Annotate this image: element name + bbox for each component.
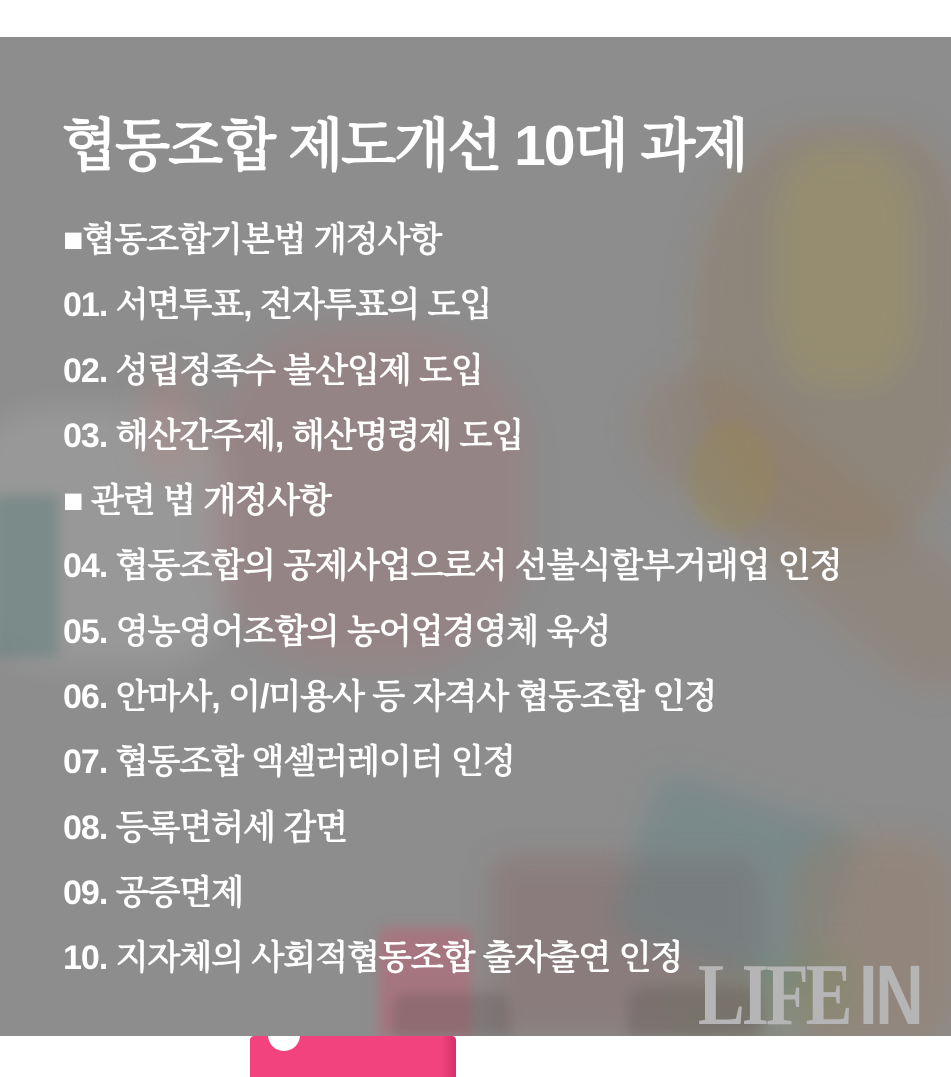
pink-puzzle-piece — [250, 1036, 456, 1077]
task-item-04: 04. 협동조합의 공제사업으로서 선불식할부거래업 인정 — [63, 547, 842, 586]
task-item-08: 08. 등록면허세 감면 — [63, 808, 348, 847]
task-item-09: 09. 공증면제 — [63, 873, 244, 912]
task-item-03: 03. 해산간주제, 해산명령제 도입 — [63, 416, 524, 455]
task-item-05: 05. 영농영어조합의 농어업경영체 육성 — [63, 612, 611, 651]
lifein-logo-life-text: LIFE — [697, 947, 849, 1036]
task-item-07: 07. 협동조합 액셀러레이터 인정 — [63, 743, 515, 782]
task-item-06: 06. 안마사, 이/미용사 등 자격사 협동조합 인정 — [63, 678, 717, 717]
puzzle-piece-shape — [0, 495, 58, 657]
task-item-02: 02. 성립정족수 불산입제 도입 — [63, 351, 483, 390]
puzzle-notch — [268, 1036, 300, 1051]
task-item-10: 10. 지자체의 사회적협동조합 출자출연 인정 — [63, 939, 683, 978]
task-item-01: 01. 서면투표, 전자투표의 도입 — [63, 286, 492, 325]
task-list — [63, 208, 943, 992]
section-heading-related-law: ■ 관련 법 개정사항 — [63, 482, 331, 521]
lifein-logo-in-text: IN — [858, 948, 921, 1036]
section-heading-basic-law: ■협동조합기본법 개정사항 — [63, 221, 442, 259]
page-title: 협동조합 제도개선 10대 과제 — [62, 114, 747, 179]
puzzle-piece-shape — [392, 993, 510, 1036]
gray-overlay-panel — [0, 37, 951, 1036]
lifein-logo — [697, 947, 921, 1036]
